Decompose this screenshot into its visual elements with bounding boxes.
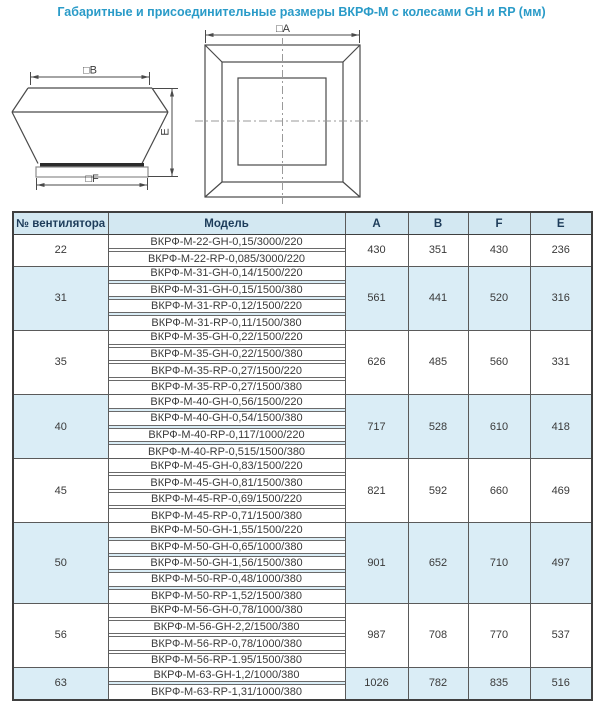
centerlines (195, 38, 371, 204)
model-stack (109, 459, 345, 522)
dim-a-value-cell: 1026 (345, 668, 408, 700)
dim-a-value-cell: 717 (345, 394, 408, 458)
model-cell: ВКРФ-М-56-RP-1.95/1500/380 (109, 653, 345, 667)
dim-a-value-cell: 901 (345, 523, 408, 603)
model-stack (109, 604, 345, 667)
fan-number-cell: 40 (13, 394, 108, 458)
dim-e-value-cell: 331 (530, 330, 592, 394)
model-cell: ВКРФ-М-40-GH-0,54/1500/380 (109, 411, 345, 425)
col-header-model: Модель (108, 212, 345, 235)
dim-a-value-cell: 561 (345, 266, 408, 330)
model-stack (109, 235, 345, 266)
fan-number-cell: 50 (13, 523, 108, 603)
model-list-cell (108, 330, 345, 394)
dim-f-value-cell: 710 (468, 523, 530, 603)
fan-group-row (13, 394, 592, 458)
fan-number-cell: 35 (13, 330, 108, 394)
model-cell: ВКРФ-М-63-GH-1,2/1000/380 (109, 668, 345, 682)
fan-side-view-drawing (12, 88, 168, 177)
model-cell: ВКРФ-М-40-RP-0,515/1500/380 (109, 444, 345, 458)
model-cell: ВКРФ-М-35-GH-0,22/1500/380 (109, 347, 345, 361)
dim-e-value-cell: 469 (530, 459, 592, 523)
fan-group-row (13, 330, 592, 394)
fan-outline (12, 88, 168, 164)
dim-f-value-cell: 835 (468, 668, 530, 700)
dim-e-value-cell: 516 (530, 668, 592, 700)
model-cell: ВКРФ-М-50-GH-1,56/1500/380 (109, 556, 345, 570)
fan-number-cell: 22 (13, 235, 108, 267)
dim-f-label: □F (85, 173, 99, 185)
dim-a-value-cell: 430 (345, 235, 408, 267)
model-cell: ВКРФ-М-35-RP-0,27/1500/220 (109, 363, 345, 377)
col-header-a: A (345, 212, 408, 235)
fan-group-row (13, 266, 592, 330)
model-cell: ВКРФ-М-63-RP-1,31/1000/380 (109, 684, 345, 698)
model-cell: ВКРФ-М-45-RP-0,71/1500/380 (109, 508, 345, 522)
dim-f-value-cell: 560 (468, 330, 530, 394)
model-cell: ВКРФ-М-56-RP-0,78/1000/380 (109, 636, 345, 650)
model-cell: ВКРФ-М-45-RP-0,69/1500/220 (109, 492, 345, 506)
model-stack (109, 668, 345, 699)
model-cell: ВКРФ-М-45-GH-0,83/1500/220 (109, 459, 345, 473)
model-stack (109, 267, 345, 330)
fan-number-cell: 45 (13, 459, 108, 523)
dim-f-value-cell: 520 (468, 266, 530, 330)
model-list-cell (108, 603, 345, 667)
model-list-cell (108, 459, 345, 523)
model-stack (109, 395, 345, 458)
model-list-cell (108, 235, 345, 267)
model-cell: ВКРФ-М-22-GH-0,15/3000/220 (109, 235, 345, 249)
fan-group-row (13, 523, 592, 603)
model-cell: ВКРФ-М-56-GH-0,78/1000/380 (109, 604, 345, 618)
dim-b-value-cell: 782 (408, 668, 468, 700)
col-header-b: B (408, 212, 468, 235)
model-cell: ВКРФ-М-50-GH-0,65/1000/380 (109, 540, 345, 554)
dim-a-value-cell: 987 (345, 603, 408, 667)
model-cell: ВКРФ-М-40-RP-0,117/1000/220 (109, 428, 345, 442)
model-list-cell (108, 523, 345, 603)
model-cell: ВКРФ-М-22-RP-0,085/3000/220 (109, 251, 345, 265)
model-stack (109, 331, 345, 394)
fan-group-row (13, 235, 592, 267)
fan-group-row (13, 459, 592, 523)
table-body (13, 235, 592, 700)
page-title: Габаритные и присоединительные размеры ВКРФ-М с колесами GH и RP (мм) (57, 5, 546, 19)
dim-b-label: □B (83, 64, 97, 77)
dim-f-value-cell: 660 (468, 459, 530, 523)
dim-b-value-cell: 351 (408, 235, 468, 267)
col-header-f: F (468, 212, 530, 235)
col-header-fan-number: № вентилятора (13, 212, 108, 235)
model-list-cell (108, 394, 345, 458)
model-cell: ВКРФ-М-40-GH-0,56/1500/220 (109, 395, 345, 409)
fan-number-cell: 63 (13, 668, 108, 700)
model-stack (109, 523, 345, 602)
dim-e-value-cell: 537 (530, 603, 592, 667)
dim-b-value-cell: 441 (408, 266, 468, 330)
model-list-cell (108, 668, 345, 700)
col-header-e: E (530, 212, 592, 235)
dim-f-value-cell: 770 (468, 603, 530, 667)
dim-e-value-cell: 236 (530, 235, 592, 267)
dim-b-value-cell: 528 (408, 394, 468, 458)
model-cell: ВКРФ-М-50-GH-1,55/1500/220 (109, 523, 345, 537)
model-cell: ВКРФ-М-35-GH-0,22/1500/220 (109, 331, 345, 345)
table-header-row (13, 212, 592, 235)
model-cell: ВКРФ-М-31-RP-0,12/1500/220 (109, 299, 345, 313)
dim-b-value-cell: 485 (408, 330, 468, 394)
dim-e-label: E (159, 128, 172, 136)
dim-a-value-cell: 626 (345, 330, 408, 394)
model-cell: ВКРФ-М-31-GH-0,14/1500/220 (109, 267, 345, 281)
fan-group-row (13, 603, 592, 667)
technical-drawings (0, 22, 603, 210)
dim-b-value-cell: 652 (408, 523, 468, 603)
dim-e-value-cell: 316 (530, 266, 592, 330)
fan-group-row (13, 668, 592, 700)
dim-e-value-cell: 418 (530, 394, 592, 458)
dimensions-table (12, 211, 593, 701)
model-cell: ВКРФ-М-50-RP-1,52/1500/380 (109, 589, 345, 603)
model-cell: ВКРФ-М-56-GH-2,2/1500/380 (109, 620, 345, 634)
dim-a-value-cell: 821 (345, 459, 408, 523)
dim-a-label: □A (276, 23, 290, 35)
dim-f-value-cell: 610 (468, 394, 530, 458)
model-cell: ВКРФ-М-31-RP-0,11/1500/380 (109, 315, 345, 329)
model-cell: ВКРФ-М-45-GH-0,81/1500/380 (109, 475, 345, 489)
fan-number-cell: 56 (13, 603, 108, 667)
dim-e-value-cell: 497 (530, 523, 592, 603)
fan-number-cell: 31 (13, 266, 108, 330)
dim-b-value-cell: 708 (408, 603, 468, 667)
model-list-cell (108, 266, 345, 330)
fan-flange (40, 163, 144, 167)
dim-b-value-cell: 592 (408, 459, 468, 523)
dim-f-value-cell: 430 (468, 235, 530, 267)
model-cell: ВКРФ-М-50-RP-0,48/1000/380 (109, 572, 345, 586)
model-cell: ВКРФ-М-35-RP-0,27/1500/380 (109, 380, 345, 394)
model-cell: ВКРФ-М-31-GH-0,15/1500/380 (109, 283, 345, 297)
